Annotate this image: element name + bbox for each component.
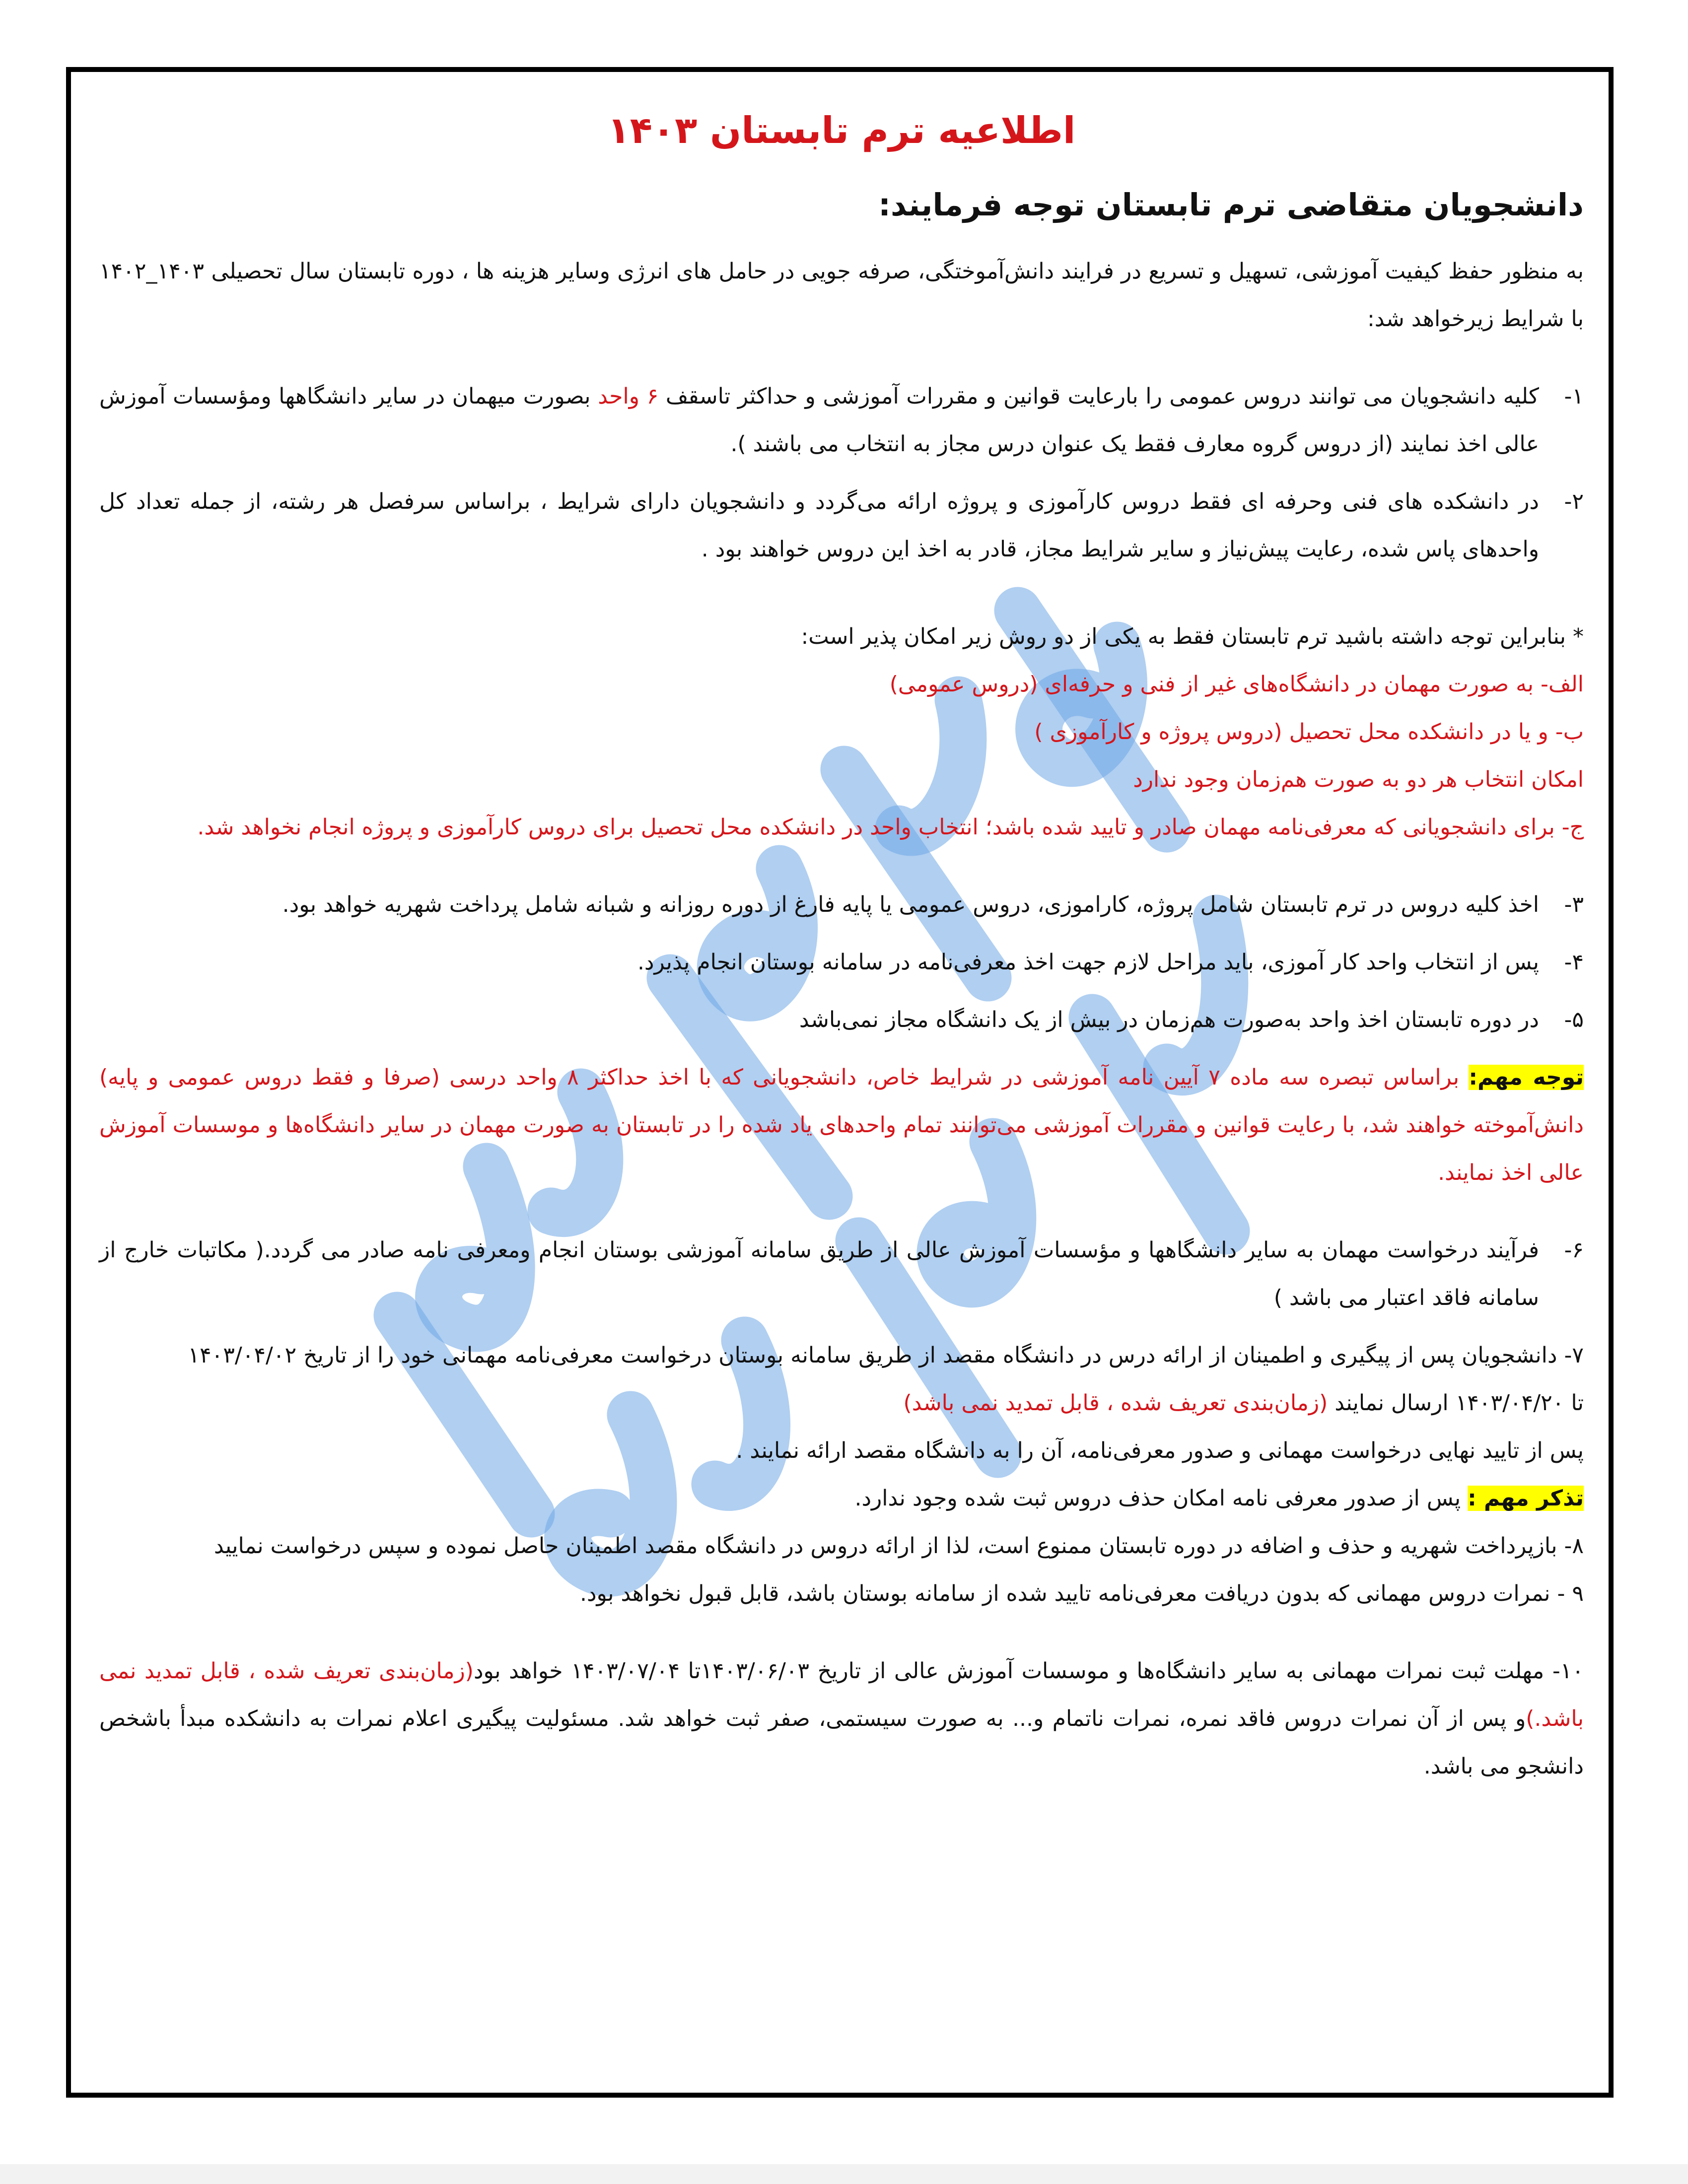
rule-item-7-line1: ۷- دانشجویان پس از پیگیری و اطمینان از ارائه درس در دانشگاه مقصد از طریق سامانه بوستان درخواست معرفی‌نامه مهمانی خود را از تاریخ ۱۴۰۳/۰۴/۰۲ <box>188 1343 1584 1368</box>
rule-item-3 <box>99 881 1584 929</box>
rule-item-7-line3: پس از تایید نهایی درخواست مهمانی و صدور معرفی‌نامه، آن را به دانشگاه مقصد ارائه نمایند . <box>736 1438 1584 1463</box>
rule-item-8: ۸- بازپرداخت شهریه و حذف و اضافه در دوره تابستان ممنوع است، لذا از ارائه دروس در دانشگاه مقصد اطمینان حاصل نموده و سپس درخواست نمایید <box>213 1533 1584 1559</box>
rule-item-1 <box>99 373 1584 468</box>
rule-item-2 <box>99 478 1584 573</box>
intro-paragraph: به منظور حفظ کیفیت آموزشی، تسهیل و تسریع در فرایند دانش‌آموختگی، صرفه جویی در حامل های انرژی وسایر هزینه ها ، دوره تابستان سال تحصیلی ۱۴۰۳_۱۴۰۲ با شرایط زیرخواهد شد: <box>99 259 1584 332</box>
highlight-units: ۶ واحد <box>598 384 659 409</box>
item-number: ۵- <box>1564 1007 1584 1032</box>
option-no-both: امکان انتخاب هر دو به صورت هم‌زمان وجود ندارد <box>1133 767 1584 792</box>
item-text-part: بصورت میهمان در سایر دانشگاهها ومؤسسات آموزش عالی اخذ نمایند (از دروس گروه معارف فقط یک عنوان درس مجاز به انتخاب می باشند ). <box>99 384 1539 457</box>
item-text: فرآیند درخواست مهمان به سایر دانشگاهها و مؤسسات آموزش عالی از طریق سامانه آموزشی بوستان انجام ومعرفی نامه صادر می گردد.( مکاتبات خارج از سامانه فاقد اعتبار می باشد ) <box>99 1237 1539 1310</box>
item-text-part: ۱۰- مهلت ثبت نمرات مهمانی به سایر دانشگاه‌ها و موسسات آموزش عالی از تاریخ ۱۴۰۳/۰۶/۰۳تا ۱۴۰۳/۰۷/۰۴ خواهد بود <box>473 1658 1584 1684</box>
announcement-document <box>99 99 1584 1790</box>
section-heading: دانشجویان متقاضی ترم تابستان توجه فرمایند: <box>878 187 1584 223</box>
item-text-part: و پس از آن نمرات دروس فاقد نمره، نمرات ناتمام و... به صورت سیستمی، صفر ثبت خواهد شد. مسئولیت پیگیری اعلام نمرات به دانشکده مبدأ باشخص دانشجو می باشد. <box>99 1706 1584 1779</box>
deadline-note: (زمان‌بندی تعریف شده ، قابل تمدید نمی باشد.) <box>99 1658 1584 1731</box>
item-number: ۳- <box>1564 892 1584 917</box>
reminder-text: پس از صدور معرفی نامه امکان حذف دروس ثبت شده وجود ندارد. <box>854 1486 1468 1511</box>
item-number: ۶- <box>1564 1237 1584 1263</box>
item-text-part: کلیه دانشجویان می توانند دروس عمومی را بارعایت قوانین و مقررات آموزشی و حداکثر تاسقف <box>658 384 1539 409</box>
item-number: ۴- <box>1564 950 1584 975</box>
option-b: ب- و یا در دانشکده محل تحصیل (دروس پروژه و کارآموزی ) <box>1034 719 1584 745</box>
important-note <box>99 1054 1584 1197</box>
rule-item-4 <box>99 939 1584 986</box>
rule-item-7-line2 <box>99 1379 1584 1427</box>
item-number: ۱- <box>1564 384 1584 409</box>
item-text: اخذ کلیه دروس در ترم تابستان شامل پروژه، کاراموزی، دروس عمومی یا پایه فارغ از دوره روزانه و شبانه شامل پرداخت شهریه خواهد بود. <box>282 892 1539 917</box>
reminder-note <box>99 1475 1584 1522</box>
option-c: ج- برای دانشجویانی که معرفی‌نامه مهمان صادر و تایید شده باشد؛ انتخاب واحد در دانشکده محل تحصیل برای دروس کارآموزی و پروژه انجام نخواهد شد. <box>197 815 1584 840</box>
options-note: * بنابراین توجه داشته باشید ترم تابستان فقط به یکی از دو روش زیر امکان پذیر است: <box>801 624 1584 649</box>
footer-strip <box>0 2164 1688 2184</box>
item-text: پس از انتخاب واحد کار آموزی، باید مراحل لازم جهت اخذ معرفی‌نامه در سامانه بوستان انجام پذیرد. <box>637 950 1539 975</box>
rule-item-10 <box>99 1647 1584 1790</box>
item-text: در دانشکده های فنی وحرفه ای فقط دروس کارآموزی و پروژه ارائه می‌گردد و دانشجویان دارای شرایط ، براساس سرفصل هر رشته، از جمله تعداد کل واحدهای پاس شده، رعایت پیش‌نیاز و سایر شرایط مجاز، قادر به اخذ این دروس خواهند بود . <box>99 489 1539 562</box>
important-text: براساس تبصره سه ماده ۷ آیین نامه آموزشی در شرایط خاص، دانشجویانی که با اخذ حداکثر ۸ واحد درسی (صرفا و فقط دروس عمومی و پایه) دانش‌آموخته خواهند شد، با رعایت قوانین و مقررات آموزشی می‌توانند تمام واحدهای یاد شده را در تابستان به صورت مهمان در سایر دانشگاه‌ها و موسسات آموزش عالی اخذ نمایند. <box>99 1065 1584 1185</box>
item-number: ۲- <box>1564 489 1584 514</box>
rule-item-9: ۹ - نمرات دروس مهمانی که بدون دریافت معرفی‌نامه تایید شده از سامانه بوستان باشد، قابل قبول نخواهد بود. <box>579 1581 1584 1606</box>
reminder-label: تذکر مهم : <box>1468 1486 1584 1511</box>
deadline-note: (زمان‌بندی تعریف شده ، قابل تمدید نمی باشد) <box>903 1390 1328 1416</box>
rule-item-5 <box>99 996 1584 1044</box>
page-title: اطلاعیه ترم تابستان ۱۴۰۳ <box>607 109 1076 152</box>
item-text <box>99 373 1539 468</box>
option-a: الف- به صورت مهمان در دانشگاه‌های غیر از فنی و حرفه‌ای (دروس عمومی) <box>889 672 1584 697</box>
rule-item-6 <box>99 1227 1584 1322</box>
item-text-part: تا ۱۴۰۳/۰۴/۲۰ ارسال نمایند <box>1328 1390 1584 1416</box>
item-text: در دوره تابستان اخذ واحد به‌صورت هم‌زمان در بیش از یک دانشگاه مجاز نمی‌باشد <box>799 1007 1539 1032</box>
important-label: توجه مهم: <box>1469 1065 1584 1090</box>
